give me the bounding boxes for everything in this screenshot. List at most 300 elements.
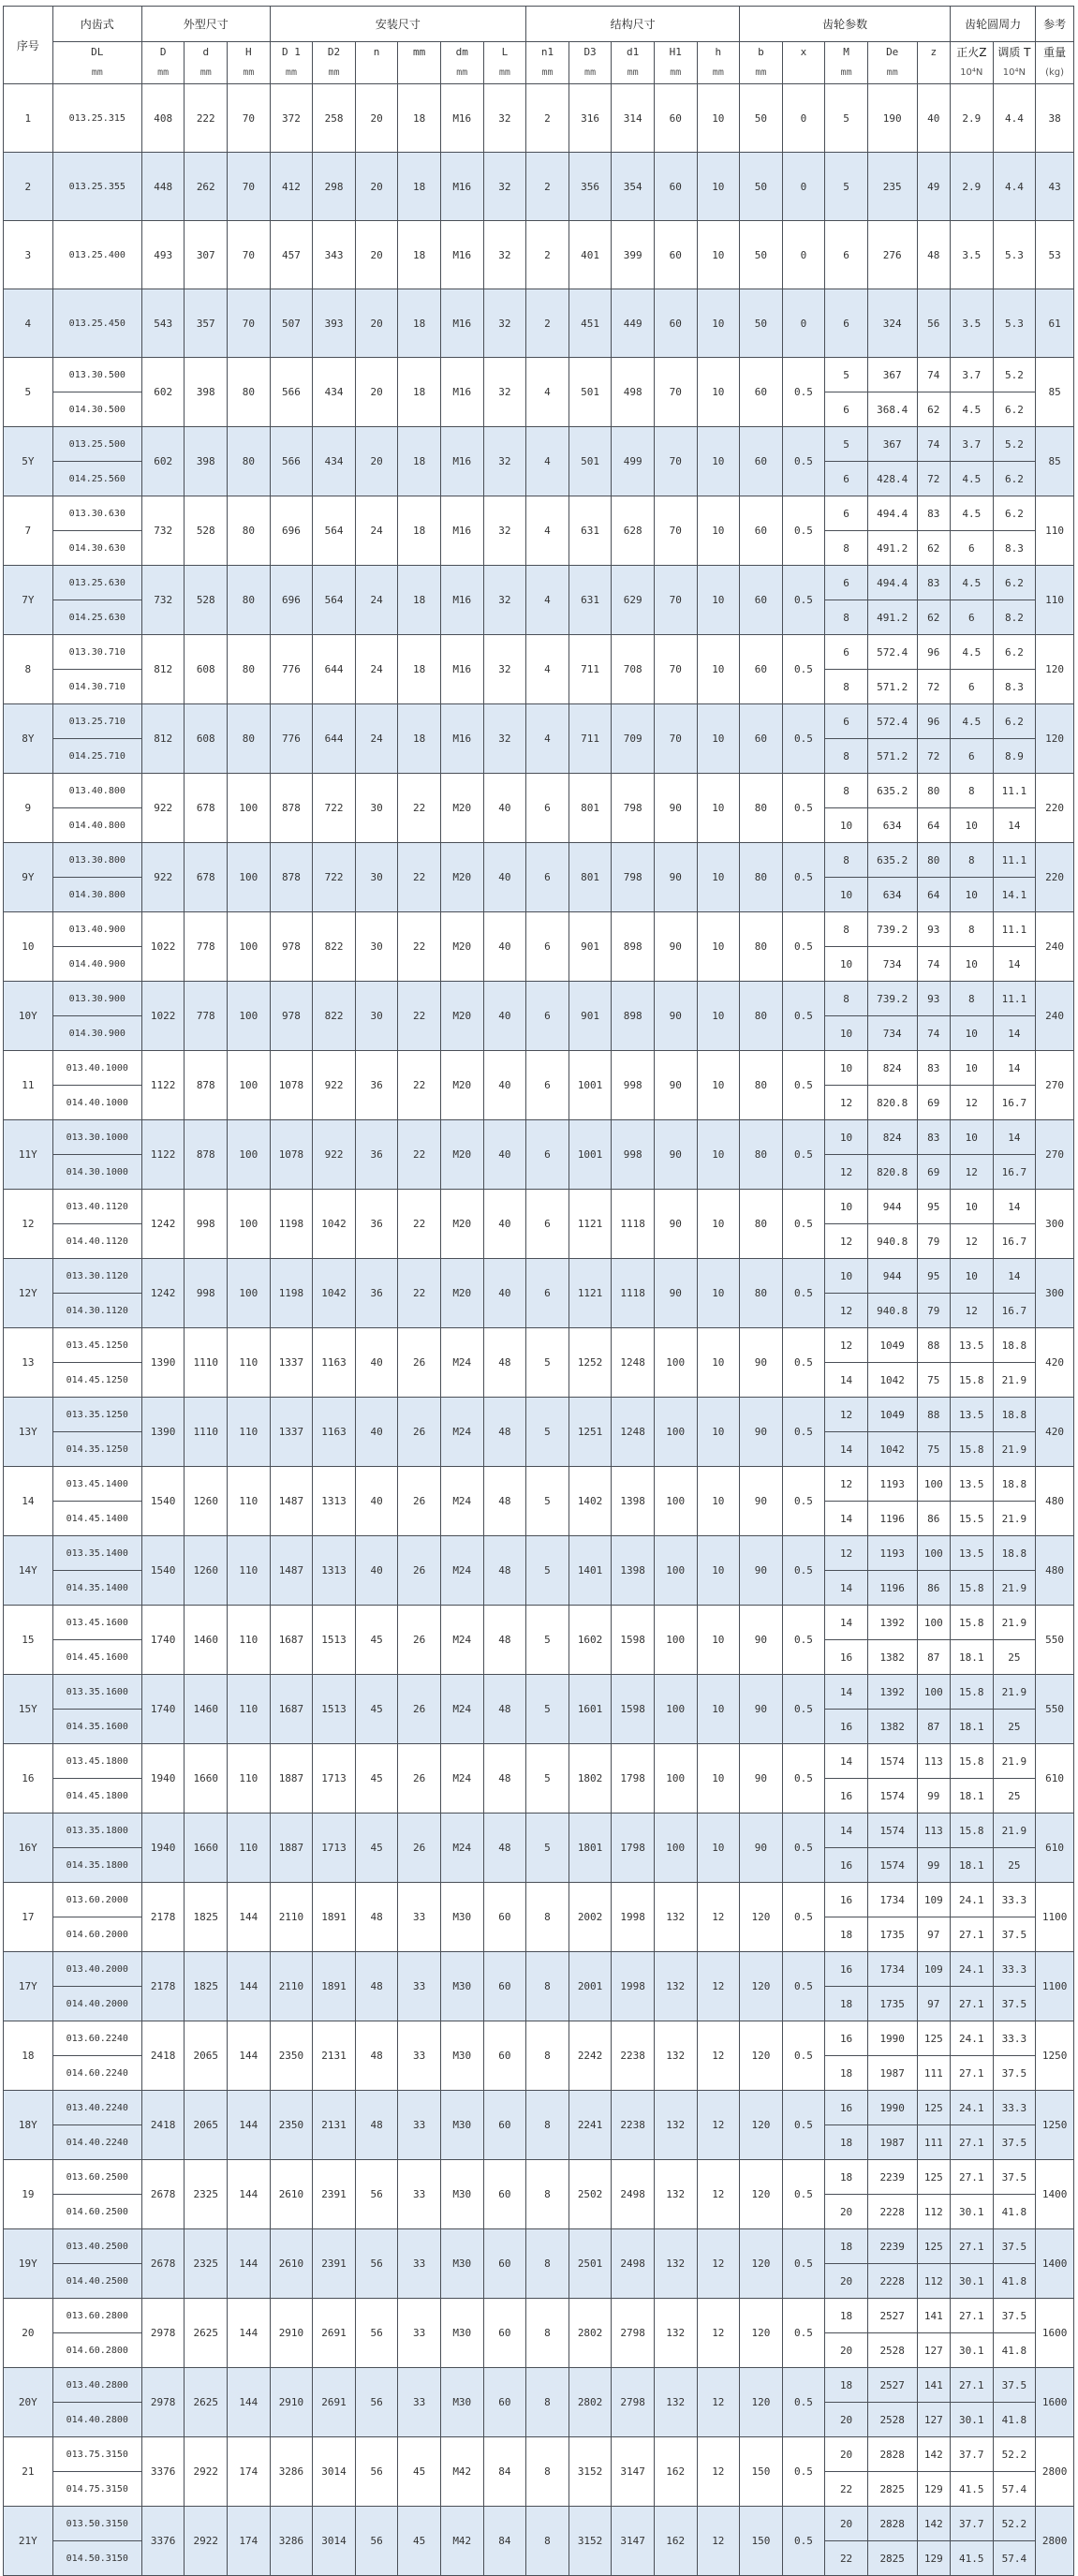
cell-n1: 6 [526,1190,569,1259]
cell-h: 110 [228,1536,271,1606]
cell-b: 120 [740,2299,783,2368]
cell-gear-f1: 10 [951,878,994,912]
cell-dm: M30 [440,2021,483,2091]
cell-d: 678 [185,843,228,912]
cell-d1: 1798 [612,1744,655,1814]
cell-x: 0 [782,289,825,358]
cell-d3: 316 [569,84,612,153]
cell-gear-f1: 3.7 [951,358,994,392]
cell-d3: 2002 [569,1883,612,1952]
cell-nmm: 26 [398,1606,441,1675]
cell-h: 144 [228,1952,271,2021]
cell-gear-f2: 41.8 [993,2195,1036,2229]
cell-x: 0.5 [782,1190,825,1259]
cell-gear-m: 18 [825,1987,868,2021]
cell-d1: 776 [270,635,313,704]
cell-l: 48 [483,1398,526,1467]
cell-d: 1740 [141,1675,185,1744]
cell-seq: 18Y [4,2091,53,2160]
cell-d3: 711 [569,635,612,704]
cell-gear-m: 14 [825,1432,868,1467]
cell-gear-f1: 30.1 [951,2403,994,2437]
cell-gear-z: 62 [917,600,950,635]
cell-gear-de: 635.2 [867,774,917,808]
cell-gear-f2: 37.5 [993,2368,1036,2403]
header-col-z: z [917,42,950,84]
cell-gear-m: 16 [825,1710,868,1744]
cell-d: 678 [185,774,228,843]
table-row [4,289,1074,358]
cell-l: 32 [483,427,526,496]
cell-d3: 501 [569,427,612,496]
cell-gear-f2: 52.2 [993,2507,1036,2541]
cell-gear-f2: 6.2 [993,704,1036,739]
table-row [4,1675,1074,1710]
cell-gear-f1: 27.1 [951,2229,994,2264]
cell-gear-f1: 4.5 [951,566,994,600]
cell-d: 528 [185,566,228,635]
cell-seq: 11Y [4,1120,53,1190]
cell-gear-m: 6 [825,566,868,600]
cell-weight: 2800 [1036,2507,1074,2576]
cell-n1: 5 [526,1536,569,1606]
table-row [4,1606,1074,1640]
cell-n: 20 [355,427,398,496]
cell-d: 1390 [141,1328,185,1398]
header-gear-group: 齿轮参数 [740,7,951,42]
cell-d1: 898 [612,912,655,982]
cell-b: 120 [740,1883,783,1952]
cell-gear-de: 1392 [867,1675,917,1710]
cell-n1: 6 [526,1120,569,1190]
cell-model: 013.40.1120 [52,1190,141,1224]
table-row [4,2437,1074,2472]
cell-d2: 1313 [313,1467,356,1536]
table-row [4,1259,1074,1294]
cell-gear-de: 1574 [867,1848,917,1883]
cell-h: 12 [697,2021,740,2091]
cell-d3: 1401 [569,1536,612,1606]
cell-d1: 1118 [612,1259,655,1328]
header-col-x: x [782,42,825,84]
cell-nmm: 26 [398,1675,441,1744]
cell-d1: 1687 [270,1675,313,1744]
header-col-d1: d1 mm [612,42,655,84]
cell-gear-m: 18 [825,2368,868,2403]
cell-gear-f1: 27.1 [951,1917,994,1952]
cell-seq: 14Y [4,1536,53,1606]
cell-h1: 70 [654,496,697,566]
cell-h1: 90 [654,1051,697,1120]
cell-gear-f2: 8.2 [993,600,1036,635]
cell-d3: 2501 [569,2229,612,2299]
cell-h: 144 [228,2299,271,2368]
cell-n: 48 [355,1883,398,1952]
cell-gear-z: 97 [917,1917,950,1952]
cell-gear-z: 125 [917,2021,950,2056]
cell-gear-m: 22 [825,2472,868,2507]
table-row [4,1328,1074,1363]
cell-d1: 978 [270,912,313,982]
cell-weight: 61 [1036,289,1074,358]
cell-gear-f2: 21.9 [993,1432,1036,1467]
cell-h: 10 [697,153,740,221]
cell-gear-f1: 37.7 [951,2437,994,2472]
cell-gear-m: 20 [825,2507,868,2541]
cell-gear-f2: 8.3 [993,531,1036,566]
cell-gear-z: 40 [917,84,950,153]
cell-model: 013.30.800 [52,843,141,878]
cell-gear-z: 74 [917,947,950,982]
cell-gear-f2: 52.2 [993,2437,1036,2472]
cell-d1: 2798 [612,2299,655,2368]
cell-nmm: 22 [398,982,441,1051]
cell-gear-de: 1990 [867,2091,917,2125]
cell-gear-f1: 18.1 [951,1640,994,1675]
cell-h: 10 [697,1120,740,1190]
cell-gear-m: 16 [825,2021,868,2056]
table-header [4,7,1074,84]
cell-gear-m: 16 [825,1640,868,1675]
cell-h1: 100 [654,1675,697,1744]
cell-gear-f2: 33.3 [993,1952,1036,1987]
cell-d1: 507 [270,289,313,358]
cell-h: 144 [228,2160,271,2229]
cell-d3: 1402 [569,1467,612,1536]
cell-gear-de: 1196 [867,1571,917,1606]
cell-gear-m: 14 [825,1571,868,1606]
cell-b: 120 [740,2021,783,2091]
cell-d: 1660 [185,1814,228,1883]
cell-d1: 1487 [270,1467,313,1536]
cell-n: 24 [355,566,398,635]
cell-l: 32 [483,153,526,221]
cell-gear-f2: 37.5 [993,2160,1036,2195]
header-col-D3: D3 mm [569,42,612,84]
cell-gear-f2: 16.7 [993,1086,1036,1120]
cell-model: 014.60.2240 [52,2056,141,2091]
cell-x: 0.5 [782,2507,825,2576]
cell-h1: 162 [654,2507,697,2576]
cell-model: 013.35.1400 [52,1536,141,1571]
cell-nmm: 22 [398,1120,441,1190]
cell-h: 144 [228,2021,271,2091]
cell-d: 2178 [141,1952,185,2021]
cell-gear-z: 64 [917,808,950,843]
cell-d3: 1802 [569,1744,612,1814]
cell-seq: 12 [4,1190,53,1259]
cell-gear-m: 20 [825,2264,868,2299]
cell-model: 014.30.1000 [52,1155,141,1190]
cell-n: 24 [355,496,398,566]
cell-gear-de: 190 [867,84,917,153]
cell-model: 013.40.2240 [52,2091,141,2125]
cell-seq: 7Y [4,566,53,635]
cell-d1: 3147 [612,2437,655,2507]
cell-model: 013.40.2800 [52,2368,141,2403]
cell-x: 0.5 [782,358,825,427]
cell-b: 80 [740,1190,783,1259]
cell-gear-m: 5 [825,84,868,153]
cell-nmm: 18 [398,221,441,289]
cell-gear-z: 72 [917,462,950,496]
cell-gear-f1: 2.9 [951,153,994,221]
cell-h1: 90 [654,982,697,1051]
bearing-spec-table [3,6,1074,2576]
cell-gear-f2: 37.5 [993,1917,1036,1952]
cell-gear-z: 83 [917,1051,950,1086]
cell-h1: 70 [654,358,697,427]
cell-b: 50 [740,289,783,358]
cell-d1: 399 [612,221,655,289]
cell-gear-f2: 41.8 [993,2264,1036,2299]
cell-gear-de: 940.8 [867,1224,917,1259]
cell-n1: 5 [526,1744,569,1814]
cell-gear-de: 2239 [867,2229,917,2264]
cell-gear-f2: 18.8 [993,1398,1036,1432]
cell-b: 80 [740,1259,783,1328]
cell-weight: 220 [1036,774,1074,843]
cell-gear-m: 12 [825,1328,868,1363]
cell-gear-de: 235 [867,153,917,221]
cell-d1: 2350 [270,2021,313,2091]
cell-gear-f1: 24.1 [951,2021,994,2056]
cell-gear-f1: 41.5 [951,2472,994,2507]
cell-gear-f2: 14 [993,1190,1036,1224]
table-row [4,843,1074,878]
cell-gear-f1: 18.1 [951,1848,994,1883]
cell-gear-f1: 12 [951,1086,994,1120]
cell-seq: 13 [4,1328,53,1398]
cell-d: 357 [185,289,228,358]
cell-x: 0.5 [782,635,825,704]
cell-seq: 8 [4,635,53,704]
cell-gear-de: 1382 [867,1710,917,1744]
cell-h: 144 [228,1883,271,1952]
cell-model: 014.60.2500 [52,2195,141,2229]
cell-d: 398 [185,427,228,496]
cell-weight: 85 [1036,427,1074,496]
cell-gear-z: 88 [917,1398,950,1432]
cell-gear-m: 20 [825,2437,868,2472]
cell-seq: 17 [4,1883,53,1952]
cell-gear-m: 8 [825,739,868,774]
cell-gear-de: 2825 [867,2472,917,2507]
cell-dm: M20 [440,912,483,982]
cell-l: 60 [483,2299,526,2368]
cell-gear-f1: 4.5 [951,496,994,531]
cell-h: 10 [697,1467,740,1536]
cell-weight: 1250 [1036,2091,1074,2160]
cell-d1: 878 [270,843,313,912]
table-row [4,1536,1074,1571]
cell-h1: 60 [654,153,697,221]
table-row [4,2091,1074,2125]
cell-b: 90 [740,1814,783,1883]
cell-model: 013.35.1600 [52,1675,141,1710]
cell-h: 10 [697,635,740,704]
cell-h: 110 [228,1467,271,1536]
cell-gear-z: 72 [917,739,950,774]
cell-gear-m: 18 [825,1917,868,1952]
cell-seq: 18 [4,2021,53,2091]
table-row [4,1883,1074,1917]
cell-gear-f1: 4.5 [951,635,994,670]
cell-h: 70 [228,153,271,221]
cell-gear-f1: 12 [951,1294,994,1328]
cell-weight: 220 [1036,843,1074,912]
cell-seq: 21 [4,2437,53,2507]
cell-d: 2325 [185,2229,228,2299]
cell-gear-de: 571.2 [867,739,917,774]
cell-gear-m: 14 [825,1606,868,1640]
cell-gear-f2: 14 [993,808,1036,843]
header-col-h: h mm [697,42,740,84]
cell-gear-z: 99 [917,1779,950,1814]
cell-model: 014.35.1400 [52,1571,141,1606]
cell-d2: 2691 [313,2299,356,2368]
cell-gear-de: 2825 [867,2541,917,2576]
cell-gear-de: 1990 [867,2021,917,2056]
cell-d2: 1163 [313,1328,356,1398]
cell-model: 013.40.1000 [52,1051,141,1086]
table-row [4,2229,1074,2264]
cell-d1: 629 [612,566,655,635]
cell-gear-z: 112 [917,2264,950,2299]
table-row [4,153,1074,221]
cell-gear-f2: 14.1 [993,878,1036,912]
cell-d: 922 [141,843,185,912]
cell-gear-de: 820.8 [867,1086,917,1120]
cell-h: 10 [697,566,740,635]
cell-h1: 100 [654,1398,697,1467]
cell-h1: 100 [654,1606,697,1675]
cell-gear-f1: 15.8 [951,1814,994,1848]
cell-gear-de: 2828 [867,2507,917,2541]
cell-d: 602 [141,358,185,427]
cell-d: 1022 [141,912,185,982]
cell-n: 45 [355,1744,398,1814]
cell-d: 2418 [141,2091,185,2160]
cell-n1: 4 [526,358,569,427]
cell-nmm: 33 [398,2229,441,2299]
cell-gear-f1: 8 [951,843,994,878]
cell-dm: M20 [440,774,483,843]
cell-gear-de: 634 [867,878,917,912]
cell-seq: 20 [4,2299,53,2368]
cell-gear-de: 1987 [867,2056,917,2091]
cell-x: 0.5 [782,1328,825,1398]
cell-d: 1122 [141,1120,185,1190]
cell-d3: 1251 [569,1398,612,1467]
cell-gear-z: 129 [917,2472,950,2507]
cell-model: 013.30.1120 [52,1259,141,1294]
cell-gear-de: 1193 [867,1467,917,1502]
cell-x: 0 [782,84,825,153]
cell-h1: 100 [654,1328,697,1398]
cell-gear-z: 109 [917,1883,950,1917]
cell-n: 45 [355,1675,398,1744]
cell-d: 493 [141,221,185,289]
cell-gear-z: 69 [917,1086,950,1120]
cell-h: 12 [697,1883,740,1952]
cell-gear-f2: 57.4 [993,2541,1036,2576]
cell-gear-f1: 6 [951,670,994,704]
cell-d2: 2131 [313,2091,356,2160]
cell-b: 90 [740,1467,783,1536]
cell-h: 100 [228,912,271,982]
cell-d: 1940 [141,1814,185,1883]
cell-gear-z: 56 [917,289,950,358]
cell-gear-z: 74 [917,427,950,462]
cell-model: 013.25.355 [52,153,141,221]
cell-l: 48 [483,1744,526,1814]
cell-gear-f1: 27.1 [951,2299,994,2333]
cell-gear-de: 734 [867,1016,917,1051]
cell-h: 70 [228,84,271,153]
cell-l: 48 [483,1328,526,1398]
cell-n: 20 [355,358,398,427]
cell-gear-de: 1734 [867,1952,917,1987]
table-row [4,1051,1074,1086]
cell-d2: 258 [313,84,356,153]
cell-h1: 90 [654,1190,697,1259]
cell-seq: 14 [4,1467,53,1536]
cell-gear-f1: 15.8 [951,1675,994,1710]
cell-gear-f1: 15.8 [951,1571,994,1606]
cell-n: 56 [355,2299,398,2368]
cell-b: 80 [740,1051,783,1120]
header-col-D1: D 1 mm [270,42,313,84]
cell-d1: 449 [612,289,655,358]
cell-h: 12 [697,2091,740,2160]
cell-h: 10 [697,1744,740,1814]
cell-model: 013.45.1600 [52,1606,141,1640]
cell-h: 174 [228,2507,271,2576]
cell-gear-f2: 37.5 [993,2229,1036,2264]
cell-seq: 9Y [4,843,53,912]
cell-d2: 922 [313,1120,356,1190]
cell-gear-f2: 21.9 [993,1571,1036,1606]
cell-gear-m: 5 [825,153,868,221]
cell-model: 014.40.2500 [52,2264,141,2299]
cell-gear-m: 8 [825,600,868,635]
cell-gear-z: 62 [917,392,950,427]
cell-gear-f2: 37.5 [993,2299,1036,2333]
cell-gear-z: 100 [917,1675,950,1710]
cell-dm: M16 [440,427,483,496]
cell-d: 1540 [141,1467,185,1536]
cell-gear-de: 1574 [867,1814,917,1848]
cell-seq: 12Y [4,1259,53,1328]
cell-gear-f2: 18.8 [993,1467,1036,1502]
cell-n1: 6 [526,1259,569,1328]
cell-gear-f1: 3.5 [951,221,994,289]
cell-d1: 2798 [612,2368,655,2437]
cell-n1: 6 [526,1051,569,1120]
cell-l: 60 [483,2021,526,2091]
table-row [4,1467,1074,1502]
cell-gear-z: 83 [917,1120,950,1155]
cell-l: 40 [483,1259,526,1328]
cell-gear-m: 12 [825,1086,868,1120]
cell-gear-z: 80 [917,774,950,808]
cell-d3: 1601 [569,1675,612,1744]
cell-gear-f1: 41.5 [951,2541,994,2576]
cell-nmm: 22 [398,774,441,843]
cell-model: 013.35.1250 [52,1398,141,1432]
cell-d2: 564 [313,496,356,566]
